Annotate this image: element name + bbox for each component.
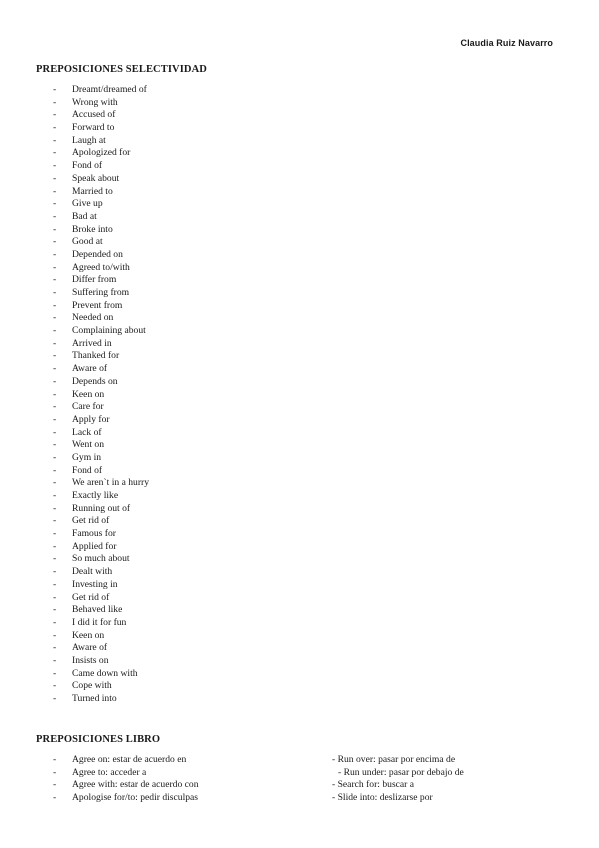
- list-item-text: Fond of: [72, 464, 103, 476]
- list-bullet: -: [53, 693, 57, 704]
- list-item: [53, 680, 149, 693]
- list-item-text: Aware of: [72, 363, 108, 375]
- list-item-text: Bad at: [72, 210, 97, 222]
- list-item-text: Went on: [72, 439, 104, 451]
- list-item-text: Gym in: [72, 451, 102, 463]
- list-item: [53, 541, 149, 554]
- list-item-text: So much about: [72, 553, 130, 565]
- book-item-right: - Slide into: deslizarse por: [332, 791, 433, 803]
- list-item: [53, 465, 149, 478]
- list-item: [53, 439, 149, 452]
- list-item-text: Fond of: [72, 160, 103, 172]
- list-bullet: -: [53, 312, 57, 324]
- list-bullet: -: [53, 566, 57, 578]
- list-item-text: Exactly like: [72, 490, 119, 501]
- list-item-text: Complaining about: [72, 325, 146, 337]
- list-item-text: Arrived in: [72, 337, 112, 349]
- book-item-right: - Run under: pasar por debajo de: [338, 766, 464, 778]
- list-bullet: -: [53, 122, 57, 134]
- list-item: [53, 147, 149, 160]
- list-bullet: -: [53, 591, 57, 603]
- list-bullet: -: [53, 388, 57, 400]
- list-item: [53, 693, 149, 706]
- list-bullet: -: [53, 274, 57, 286]
- list-bullet: -: [53, 667, 57, 679]
- book-item-left: Agree with: estar de acuerdo con: [72, 779, 199, 790]
- list-item-text: Married to: [72, 185, 113, 197]
- list-item: [53, 287, 149, 300]
- list-bullet: -: [53, 172, 57, 184]
- list-item-text: Applied for: [72, 540, 117, 552]
- section-title-selectividad: PREPOSICIONES SELECTIVIDAD: [36, 64, 207, 75]
- list-bullet: -: [53, 515, 57, 527]
- list-bullet: -: [53, 287, 57, 298]
- list-item: [53, 592, 149, 605]
- list-bullet: -: [53, 779, 57, 790]
- list-bullet: -: [53, 236, 57, 248]
- list-item-text: Dreamt/dreamed of: [72, 84, 147, 95]
- list-item-text: Suffering from: [72, 287, 130, 298]
- list-item-text: I did it for fun: [72, 616, 127, 628]
- book-row: [53, 754, 513, 767]
- list-item-text: Depended on: [72, 248, 123, 260]
- list-item-text: Prevent from: [72, 299, 123, 311]
- list-item: [53, 503, 149, 516]
- list-item-text: Lack of: [72, 426, 102, 438]
- list-item: [53, 515, 149, 528]
- list-item: [53, 312, 149, 325]
- section-title-libro: PREPOSICIONES LIBRO: [36, 734, 161, 745]
- list-item-text: Depends on: [72, 375, 118, 387]
- list-item: [53, 84, 149, 97]
- list-bullet: -: [53, 553, 57, 565]
- list-item-text: Insists on: [72, 654, 109, 666]
- list-item: [53, 376, 149, 389]
- list-item: [53, 655, 149, 668]
- list-item-text: Aware of: [72, 642, 108, 654]
- list-item-text: Investing in: [72, 578, 118, 590]
- list-item-text: Forward to: [72, 122, 115, 134]
- list-item: [53, 553, 149, 566]
- list-item-text: Cope with: [72, 680, 112, 692]
- list-item-text: Needed on: [72, 312, 114, 324]
- list-item: [53, 122, 149, 135]
- list-bullet: -: [53, 528, 57, 540]
- list-bullet: -: [53, 642, 57, 654]
- book-item-left: Agree on: estar de acuerdo en: [72, 754, 187, 765]
- list-item-text: Accused of: [72, 109, 116, 121]
- list-item-text: Running out of: [72, 502, 131, 514]
- list-bullet: -: [53, 248, 57, 260]
- list-item-text: Care for: [72, 401, 104, 413]
- list-bullet: -: [53, 147, 57, 159]
- preposition-list-selectividad: [53, 84, 149, 706]
- list-bullet: -: [53, 185, 57, 197]
- author-name: Claudia Ruiz Navarro: [460, 38, 553, 48]
- list-item-text: Came down with: [72, 667, 138, 679]
- list-item-text: Dealt with: [72, 566, 113, 578]
- list-item-text: Laugh at: [72, 134, 106, 146]
- list-item-text: Good at: [72, 236, 103, 248]
- list-item-text: Differ from: [72, 274, 117, 286]
- list-bullet: -: [53, 490, 57, 501]
- list-item: [53, 186, 149, 199]
- list-item: [53, 211, 149, 224]
- list-bullet: -: [53, 350, 57, 362]
- list-item: [53, 249, 149, 262]
- list-bullet: -: [53, 223, 57, 235]
- list-item-text: Keen on: [72, 629, 105, 641]
- book-item-left: Agree to: acceder a: [72, 766, 147, 778]
- list-bullet: -: [53, 210, 57, 222]
- list-item-text: Wrong with: [72, 96, 118, 108]
- list-bullet: -: [53, 337, 57, 349]
- list-bullet: -: [53, 540, 57, 552]
- list-item: [53, 363, 149, 376]
- list-item: [53, 160, 149, 173]
- book-row: [53, 792, 513, 805]
- list-item: [53, 135, 149, 148]
- list-item-text: We aren`t in a hurry: [72, 477, 150, 489]
- list-bullet: -: [53, 84, 57, 95]
- list-item: [53, 338, 149, 351]
- list-item-text: Apply for: [72, 413, 110, 425]
- list-item-text: Get rid of: [72, 515, 110, 527]
- list-bullet: -: [53, 401, 57, 413]
- list-item: [53, 236, 149, 249]
- list-item: [53, 350, 149, 363]
- list-item: [53, 668, 149, 681]
- list-item-text: Apologized for: [72, 147, 131, 159]
- list-item-text: Broke into: [72, 223, 113, 235]
- list-item: [53, 414, 149, 427]
- list-item: [53, 642, 149, 655]
- list-bullet: -: [53, 439, 57, 451]
- list-item-text: Give up: [72, 198, 103, 210]
- list-bullet: -: [53, 299, 57, 311]
- list-item: [53, 300, 149, 313]
- list-item-text: Turned into: [72, 693, 117, 704]
- book-item-left: Apologise for/to: pedir disculpas: [72, 791, 199, 803]
- book-item-right: - Search for: buscar a: [332, 779, 415, 790]
- list-bullet: -: [53, 96, 57, 108]
- list-item-text: Get rid of: [72, 591, 110, 603]
- list-item: [53, 579, 149, 592]
- list-item: [53, 262, 149, 275]
- list-item: [53, 97, 149, 110]
- list-bullet: -: [53, 578, 57, 590]
- list-item-text: Thanked for: [72, 350, 120, 362]
- list-item: [53, 630, 149, 643]
- list-bullet: -: [53, 654, 57, 666]
- list-item: [53, 604, 149, 617]
- list-bullet: -: [53, 198, 57, 210]
- list-item: [53, 566, 149, 579]
- book-row: [53, 779, 513, 792]
- list-item: [53, 490, 149, 503]
- list-item-text: Speak about: [72, 172, 120, 184]
- list-bullet: -: [53, 160, 57, 172]
- list-item: [53, 325, 149, 338]
- list-bullet: -: [53, 502, 57, 514]
- list-item: [53, 477, 149, 490]
- list-bullet: -: [53, 680, 57, 692]
- list-item-text: Famous for: [72, 528, 116, 540]
- list-bullet: -: [53, 766, 57, 778]
- list-bullet: -: [53, 261, 57, 273]
- list-bullet: -: [53, 134, 57, 146]
- list-bullet: -: [53, 464, 57, 476]
- list-bullet: -: [53, 604, 57, 616]
- list-bullet: -: [53, 629, 57, 641]
- list-item: [53, 198, 149, 211]
- list-item: [53, 389, 149, 402]
- list-bullet: -: [53, 375, 57, 387]
- list-item: [53, 173, 149, 186]
- list-item: [53, 274, 149, 287]
- list-item: [53, 401, 149, 414]
- list-bullet: -: [53, 363, 57, 375]
- list-bullet: -: [53, 325, 57, 337]
- list-item-text: Behaved like: [72, 604, 123, 616]
- preposition-list-libro: [53, 754, 513, 804]
- list-bullet: -: [53, 426, 57, 438]
- list-item: [53, 528, 149, 541]
- list-item: [53, 109, 149, 122]
- list-item-text: Keen on: [72, 388, 105, 400]
- list-bullet: -: [53, 109, 57, 121]
- list-bullet: -: [53, 413, 57, 425]
- list-item-text: Agreed to/with: [72, 261, 130, 273]
- list-bullet: -: [53, 754, 57, 765]
- list-item: [53, 617, 149, 630]
- list-item: [53, 452, 149, 465]
- list-bullet: -: [53, 791, 57, 803]
- book-row: [53, 767, 513, 780]
- list-item: [53, 427, 149, 440]
- book-item-right: - Run over: pasar por encima de: [332, 754, 456, 765]
- list-bullet: -: [53, 451, 57, 463]
- list-item: [53, 224, 149, 237]
- list-bullet: -: [53, 477, 57, 489]
- list-bullet: -: [53, 616, 57, 628]
